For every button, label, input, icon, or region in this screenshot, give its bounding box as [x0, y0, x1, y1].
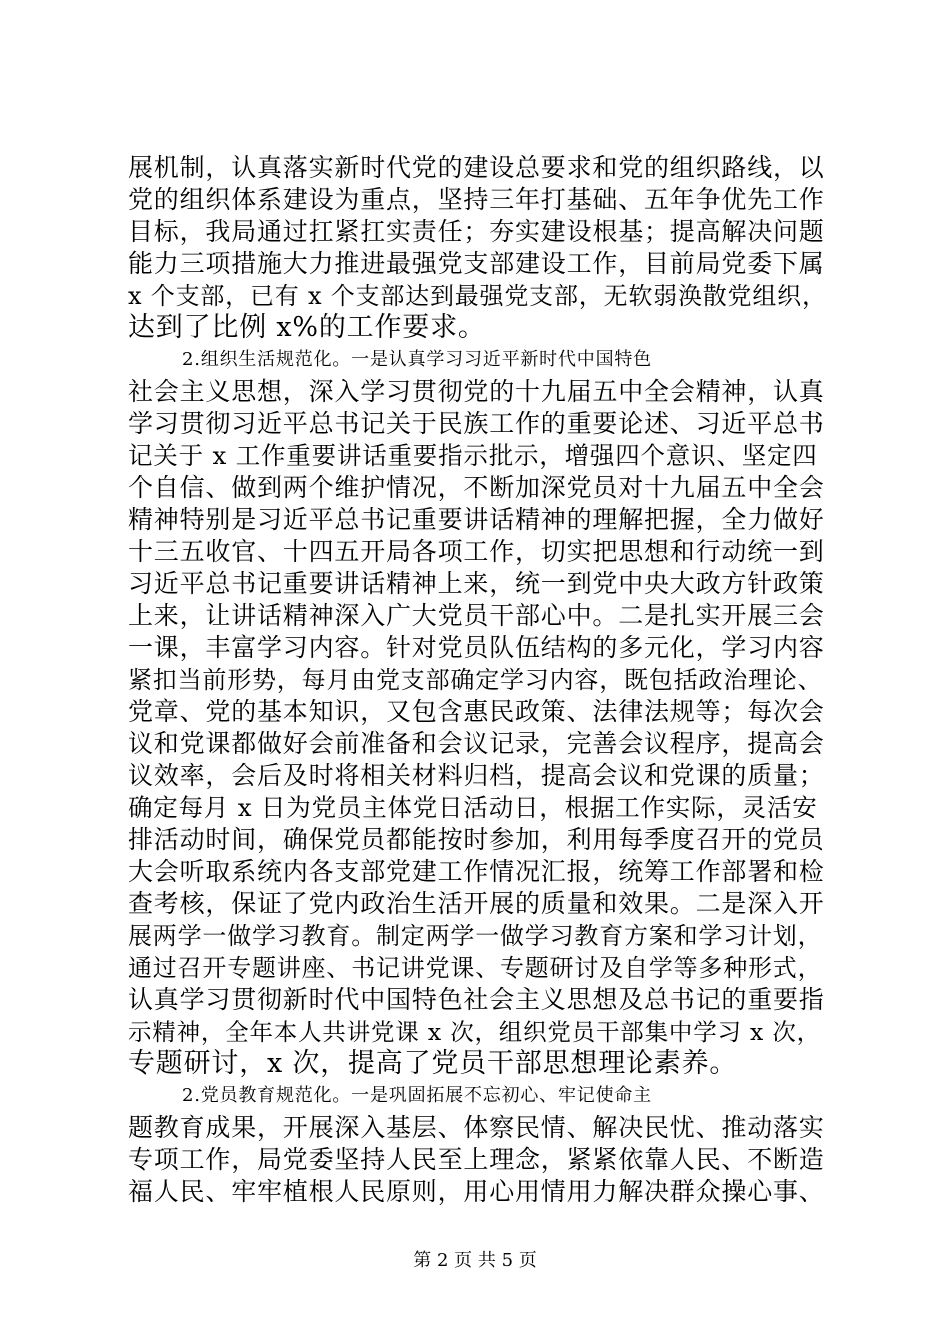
text-line: 记关于 x 工作重要讲话重要指示批示，增强四个意识、坚定四: [128, 441, 818, 470]
text-line: 示精神，全年本人共讲党课 x 次，组织党员干部集中学习 x 次，: [128, 1018, 821, 1046]
text-line: 2.党员教育规范化。一是巩固拓展不忘初心、牢记使命主: [182, 1085, 652, 1106]
text-line: 议和党课都做好会前准备和会议记录，完善会议程序，提高会: [128, 729, 825, 758]
text-line: 议效率，会后及时将相关材料归档，提高会议和党课的质量；: [128, 761, 825, 790]
text-line: 查考核，保证了党内政治生活开展的质量和效果。二是深入开: [128, 889, 825, 918]
text-line: 题教育成果，开展深入基层、体察民情、解决民忧、推动落实: [128, 1113, 825, 1142]
text-line: 上来，让讲话精神深入广大党员干部心中。二是扎实开展三会: [128, 601, 825, 630]
text-line: 专项工作，局党委坚持人民至上理念，紧紧依靠人民、不断造: [128, 1145, 825, 1174]
text-line: 社会主义思想，深入学习贯彻党的十九届五中全会精神，认真: [128, 377, 825, 406]
text-line: 大会听取系统内各支部党建工作情况汇报，统筹工作部署和检: [128, 857, 825, 886]
text-line: 福人民、牢牢植根人民原则，用心用情用力解决群众操心事、: [128, 1177, 825, 1206]
text-line: 学习贯彻习近平总书记关于民族工作的重要论述、习近平总书: [128, 409, 825, 438]
text-line: 展机制，认真落实新时代党的建设总要求和党的组织路线，以: [128, 153, 825, 182]
text-line: 紧扣当前形势，每月由党支部确定学习内容，既包括政治理论、: [128, 666, 823, 694]
text-line: 党章、党的基本知识，又包含惠民政策、法律法规等；每次会: [128, 697, 825, 726]
text-line: 专题研讨，x 次，提高了党员干部思想理论素养。: [128, 1048, 738, 1079]
text-line: 能力三项措施大力推进最强党支部建设工作，目前局党委下属: [128, 249, 825, 278]
text-line: 十三五收官、十四五开局各项工作，切实把思想和行动统一到: [128, 537, 825, 566]
text-line: x 个支部，已有 x 个支部达到最强党支部，无软弱涣散党组织，: [128, 282, 827, 310]
text-line: 习近平总书记重要讲话精神上来，统一到党中央大政方针政策: [128, 569, 825, 598]
text-line: 党的组织体系建设为重点，坚持三年打基础、五年争优先工作: [128, 185, 825, 214]
text-line: 一课，丰富学习内容。针对党员队伍结构的多元化，学习内容: [128, 633, 825, 662]
page-footer: 第 2 页 共 5 页: [413, 1250, 537, 1271]
text-line: 目标，我局通过扛紧扛实责任；夯实建设根基；提高解决问题: [128, 217, 825, 246]
text-line: 2.组织生活规范化。一是认真学习习近平新时代中国特色: [182, 349, 652, 370]
text-line: 精神特别是习近平总书记重要讲话精神的理解把握，全力做好: [128, 505, 825, 534]
body-text: [128, 152, 828, 1208]
text-line: 达到了比例 x%的工作要求。: [128, 312, 486, 343]
text-line: 排活动时间，确保党员都能按时参加，利用每季度召开的党员: [128, 825, 825, 854]
text-line: 认真学习贯彻新时代中国特色社会主义思想及总书记的重要指: [128, 985, 825, 1014]
text-line: 展两学一做学习教育。制定两学一做学习教育方案和学习计划，: [128, 922, 823, 950]
text-line: 个自信、做到两个维护情况，不断加深党员对十九届五中全会: [128, 473, 825, 502]
text-line: 通过召开专题讲座、书记讲党课、专题研讨及自学等多种形式，: [128, 954, 823, 982]
text-line: 确定每月 x 日为党员主体党日活动日，根据工作实际，灵活安: [128, 793, 818, 822]
